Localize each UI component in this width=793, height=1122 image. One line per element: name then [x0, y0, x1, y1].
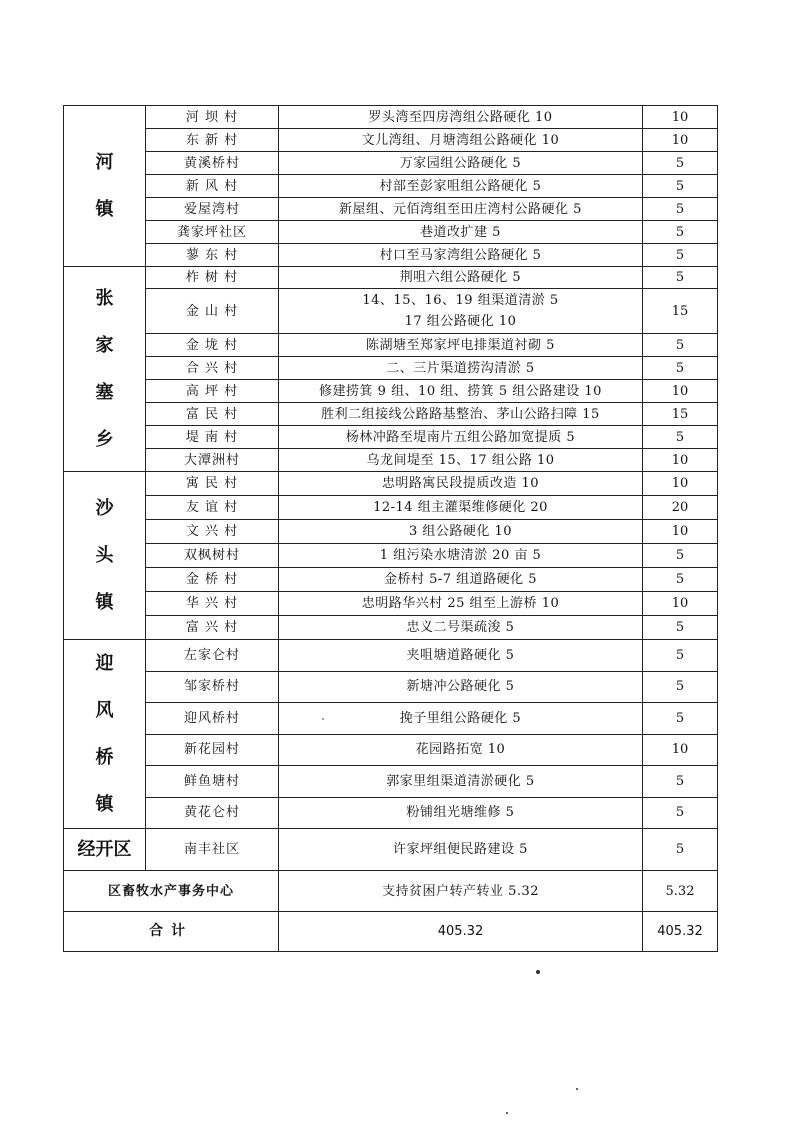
project-line: 1 组污染水塘清淤 20 亩 5: [379, 548, 542, 563]
table-row: [64, 289, 718, 334]
town-name-char: 镇: [95, 794, 114, 815]
total-amount-cell: 405.32: [643, 912, 718, 952]
table-row: [64, 734, 718, 766]
project-cell: [279, 267, 643, 289]
village-cell: 华 兴 村: [146, 592, 279, 616]
project-line: 乌龙间堤至 15、17 组公路 10: [366, 452, 555, 468]
table-row: [64, 671, 718, 703]
project-line: 罗头湾至四房湾组公路硬化 10: [368, 109, 553, 125]
agency-row: [64, 871, 718, 912]
project-cell: [279, 221, 643, 244]
village-cell: 富 兴 村: [146, 616, 279, 640]
scan-speck: [322, 718, 324, 720]
project-line: 粉铺组光塘维修 5: [406, 805, 515, 821]
table-row: [64, 357, 718, 380]
project-line: 3 组公路硬化 10: [408, 524, 513, 539]
table-row: [64, 198, 718, 221]
table-row: [64, 267, 718, 289]
project-line: 郭家里组渠道清淤硬化 5: [386, 773, 535, 789]
amount-cell: 5: [643, 426, 718, 449]
amount-cell: 10: [643, 520, 718, 544]
project-cell: [279, 244, 643, 267]
table-row: [64, 334, 718, 357]
table-row: [64, 568, 718, 592]
table-row: [64, 380, 718, 403]
village-cell: 双枫树村: [146, 544, 279, 568]
project-line: 村口至马家湾组公路硬化 5: [379, 247, 542, 263]
funding-table-page: [63, 105, 718, 952]
table-row: [64, 426, 718, 449]
village-cell: 富 民 村: [146, 403, 279, 426]
project-cell: [279, 334, 643, 357]
village-cell: 新花园村: [146, 734, 279, 766]
funding-table: [63, 105, 718, 952]
table-row: [64, 797, 718, 829]
project-cell: [279, 544, 643, 568]
amount-cell: 5: [643, 198, 718, 221]
village-cell: 鲜鱼塘村: [146, 766, 279, 798]
village-cell: 大潭洲村: [146, 449, 279, 472]
table-row: [64, 152, 718, 175]
project-cell: [279, 766, 643, 798]
town-name-cell: [64, 640, 146, 829]
project-cell: [279, 671, 643, 703]
village-cell: 河 坝 村: [146, 106, 279, 129]
village-cell: 南丰社区: [146, 829, 279, 871]
project-line: 挽子里组公路硬化 5: [399, 710, 522, 726]
amount-cell: 10: [643, 129, 718, 152]
project-line: 夹咀塘道路硬化 5: [406, 647, 515, 663]
amount-cell: 5: [643, 616, 718, 640]
total-row: [64, 912, 718, 952]
total-project-cell: 405.32: [279, 912, 643, 952]
project-cell: [279, 380, 643, 403]
project-cell: [279, 403, 643, 426]
project-line: 二、三片渠道捞沟清淤 5: [386, 360, 535, 376]
village-cell: 爱屋湾村: [146, 198, 279, 221]
project-line: 文儿湾组、月塘湾组公路硬化 10: [361, 132, 560, 148]
town-name-char: 塞: [95, 382, 114, 403]
scan-speck: [576, 1088, 578, 1090]
town-name-char: 镇: [95, 199, 114, 220]
amount-cell: 5: [643, 640, 718, 672]
village-cell: 高 坪 村: [146, 380, 279, 403]
town-name-char: 镇: [95, 592, 114, 613]
amount-cell: 5: [643, 175, 718, 198]
amount-cell: 20: [643, 496, 718, 520]
project-line: 忠明路华兴村 25 组至上游桥 10: [361, 596, 560, 611]
amount-cell: 10: [643, 592, 718, 616]
project-cell: [279, 797, 643, 829]
amount-cell: 5: [643, 568, 718, 592]
project-line: 巷道改扩建 5: [420, 224, 501, 240]
table-row: [64, 616, 718, 640]
project-line: 杨林冲路至堤南片五组公路加宽提质 5: [345, 429, 576, 445]
table-row: [64, 829, 718, 871]
town-name-cell: [64, 106, 146, 267]
amount-cell: 10: [643, 449, 718, 472]
amount-cell: 5: [643, 267, 718, 289]
project-cell: [279, 175, 643, 198]
village-cell: 龚家坪社区: [146, 221, 279, 244]
project-cell: [279, 520, 643, 544]
table-row: [64, 496, 718, 520]
project-line: 17 组公路硬化 10: [404, 314, 517, 329]
amount-cell: 10: [643, 472, 718, 496]
town-name-cell: [64, 829, 146, 871]
village-cell: 新 风 村: [146, 175, 279, 198]
village-cell: 左家仑村: [146, 640, 279, 672]
table-row: [64, 640, 718, 672]
project-line: 12-14 组主灌渠维修硬化 20: [373, 500, 548, 515]
table-row: [64, 221, 718, 244]
project-cell: [279, 592, 643, 616]
village-cell: 堤 南 村: [146, 426, 279, 449]
project-line: 修建捞箕 9 组、10 组、捞箕 5 组公路建设 10: [319, 383, 602, 399]
table-row: [64, 106, 718, 129]
table-row: [64, 766, 718, 798]
amount-cell: 5: [643, 703, 718, 735]
village-cell: 东 新 村: [146, 129, 279, 152]
town-name-cell: [64, 267, 146, 472]
project-line: 忠义二号渠疏浚 5: [406, 620, 515, 635]
amount-cell: 10: [643, 734, 718, 766]
agency-project-cell: 支持贫困户转产转业 5.32: [279, 871, 643, 912]
project-cell: [279, 496, 643, 520]
project-line: 陈湖塘至郑家坪电排渠道衬砌 5: [366, 337, 555, 353]
project-cell: [279, 357, 643, 380]
village-cell: 黄溪桥村: [146, 152, 279, 175]
amount-cell: 5: [643, 152, 718, 175]
village-cell: 金 桥 村: [146, 568, 279, 592]
table-row: [64, 403, 718, 426]
table-row: [64, 449, 718, 472]
table-row: [64, 520, 718, 544]
amount-cell: 5: [643, 829, 718, 871]
village-cell: 蓼 东 村: [146, 244, 279, 267]
table-row: [64, 175, 718, 198]
project-cell: [279, 152, 643, 175]
town-name-char: 风: [95, 700, 114, 721]
project-line: 忠明路寓民段提质改造 10: [381, 476, 540, 491]
village-cell: 迎风桥村: [146, 703, 279, 735]
town-name-char: 河: [95, 152, 114, 173]
town-name-char: 家: [95, 335, 114, 356]
project-cell: [279, 616, 643, 640]
village-cell: 寓 民 村: [146, 472, 279, 496]
agency-amount-cell: 5.32: [643, 871, 718, 912]
town-name-char: 头: [95, 545, 114, 566]
town-name-char: 迎: [95, 653, 114, 674]
table-row: [64, 703, 718, 735]
project-line: 14、15、16、19 组渠道清淤 5: [362, 293, 559, 308]
village-cell: 友 谊 村: [146, 496, 279, 520]
project-cell: [279, 129, 643, 152]
table-row: [64, 244, 718, 267]
amount-cell: 15: [643, 289, 718, 334]
table-row: [64, 472, 718, 496]
project-cell: [279, 289, 643, 334]
project-line: 荆咀六组公路硬化 5: [399, 270, 522, 285]
project-cell: [279, 734, 643, 766]
project-line: 村部至彭家咀组公路硬化 5: [379, 178, 542, 194]
table-row: [64, 544, 718, 568]
project-line: 胜利二组接线公路路基整治、茅山公路扫障 15: [321, 406, 600, 422]
village-cell: 金 山 村: [146, 289, 279, 334]
amount-cell: 15: [643, 403, 718, 426]
amount-cell: 5: [643, 797, 718, 829]
amount-cell: 5: [643, 334, 718, 357]
town-name-char: 乡: [95, 429, 114, 450]
scan-speck: [506, 1112, 508, 1114]
amount-cell: 10: [643, 380, 718, 403]
amount-cell: 5: [643, 221, 718, 244]
agency-name-cell: 区畜牧水产事务中心: [64, 871, 279, 912]
village-cell: 文 兴 村: [146, 520, 279, 544]
project-cell: [279, 640, 643, 672]
amount-cell: 5: [643, 544, 718, 568]
project-line: 花园路拓宽 10: [415, 742, 506, 758]
table-row: [64, 592, 718, 616]
project-cell: [279, 568, 643, 592]
village-cell: 邹家桥村: [146, 671, 279, 703]
town-name-char: 桥: [95, 747, 114, 768]
amount-cell: 5: [643, 671, 718, 703]
project-cell: [279, 829, 643, 871]
town-name-char: 沙: [95, 498, 114, 519]
amount-cell: 5: [643, 766, 718, 798]
amount-cell: 5: [643, 244, 718, 267]
amount-cell: 10: [643, 106, 718, 129]
project-line: 新塘冲公路硬化 5: [406, 679, 515, 695]
project-cell: [279, 449, 643, 472]
project-line: 新屋组、元佰湾组至田庄湾村公路硬化 5: [339, 201, 582, 217]
project-cell: [279, 106, 643, 129]
table-row: [64, 129, 718, 152]
project-cell: [279, 472, 643, 496]
project-line: 金桥村 5-7 组道路硬化 5: [383, 572, 538, 587]
village-cell: 合 兴 村: [146, 357, 279, 380]
project-line: 许家坪组便民路建设 5: [393, 842, 528, 857]
project-line: 万家园组公路硬化 5: [399, 155, 522, 171]
town-name-char: 张: [95, 288, 114, 309]
total-label-cell: 合计: [64, 912, 279, 952]
town-name-char: 经开区: [77, 838, 132, 860]
project-cell: [279, 198, 643, 221]
town-name-cell: [64, 472, 146, 640]
project-cell: [279, 426, 643, 449]
scan-speck: [536, 970, 540, 974]
village-cell: 黄花仑村: [146, 797, 279, 829]
project-cell: [279, 703, 643, 735]
village-cell: 金 垅 村: [146, 334, 279, 357]
amount-cell: 5: [643, 357, 718, 380]
village-cell: 柞 树 村: [146, 267, 279, 289]
